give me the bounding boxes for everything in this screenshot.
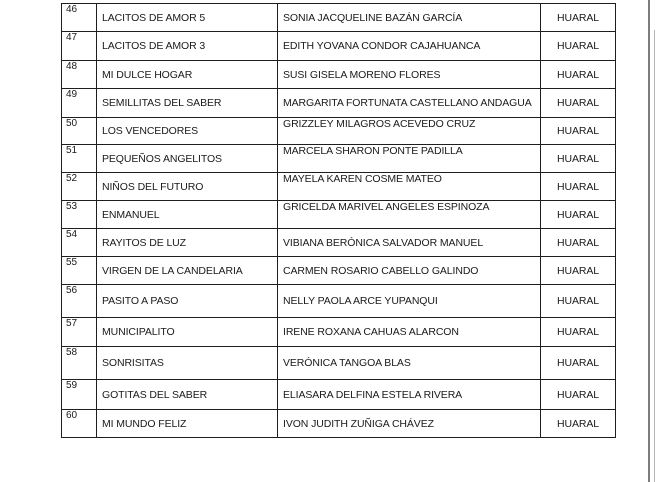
teacher-name-cell: IRENE ROXANA CAHUAS ALARCON — [278, 318, 541, 347]
district-cell: HUARAL — [541, 285, 616, 318]
institution-name-cell: LACITOS DE AMOR 5 — [97, 4, 278, 32]
district-cell: HUARAL — [541, 4, 616, 32]
row-number-cell: 54 — [62, 229, 97, 257]
row-number-cell: 49 — [62, 89, 97, 118]
institution-name-cell: SONRISITAS — [97, 347, 278, 380]
teacher-name-cell: IVON JUDITH ZUÑIGA CHÁVEZ — [278, 410, 541, 438]
row-number-cell: 57 — [62, 318, 97, 347]
row-number-cell: 55 — [62, 257, 97, 285]
table-row — [62, 173, 616, 201]
row-number-cell: 52 — [62, 173, 97, 201]
table-row — [62, 201, 616, 229]
teacher-name-cell: SONIA JACQUELINE BAZÁN GARCÍA — [278, 4, 541, 32]
row-number-cell: 50 — [62, 118, 97, 145]
district-cell: HUARAL — [541, 32, 616, 61]
table-row — [62, 89, 616, 118]
teacher-name-cell: SUSI GISELA MORENO FLORES — [278, 61, 541, 89]
row-number-cell: 56 — [62, 285, 97, 318]
row-number-cell: 60 — [62, 410, 97, 438]
page-edge-shadow — [654, 30, 655, 482]
district-cell: HUARAL — [541, 89, 616, 118]
institution-name-cell: GOTITAS DEL SABER — [97, 380, 278, 410]
district-cell: HUARAL — [541, 380, 616, 410]
table-row — [62, 380, 616, 410]
district-cell: HUARAL — [541, 61, 616, 89]
institution-name-cell: RAYITOS DE LUZ — [97, 229, 278, 257]
institution-name-cell: VIRGEN DE LA CANDELARIA — [97, 257, 278, 285]
institution-name-cell: PEQUEÑOS ANGELITOS — [97, 145, 278, 173]
row-number-cell: 58 — [62, 347, 97, 380]
district-cell: HUARAL — [541, 173, 616, 201]
table-row — [62, 145, 616, 173]
teacher-name-cell: VIBIANA BERÓNICA SALVADOR MANUEL — [278, 229, 541, 257]
district-cell: HUARAL — [541, 145, 616, 173]
institution-name-cell: LACITOS DE AMOR 3 — [97, 32, 278, 61]
district-cell: HUARAL — [541, 257, 616, 285]
institution-name-cell: ENMANUEL — [97, 201, 278, 229]
table-row — [62, 61, 616, 89]
institution-name-cell: SEMILLITAS DEL SABER — [97, 89, 278, 118]
district-cell: HUARAL — [541, 118, 616, 145]
district-cell: HUARAL — [541, 318, 616, 347]
institution-name-cell: LOS VENCEDORES — [97, 118, 278, 145]
institution-name-cell: PASITO A PASO — [97, 285, 278, 318]
district-cell: HUARAL — [541, 201, 616, 229]
row-number-cell: 59 — [62, 380, 97, 410]
table-row — [62, 257, 616, 285]
row-number-cell: 47 — [62, 32, 97, 61]
table-row — [62, 229, 616, 257]
teacher-name-cell: ELIASARA DELFINA ESTELA RIVERA — [278, 380, 541, 410]
row-number-cell: 46 — [62, 4, 97, 32]
teacher-name-cell: GRIZZLEY MILAGROS ACEVEDO CRUZ — [278, 118, 541, 145]
teacher-name-cell: MARGARITA FORTUNATA CASTELLANO ANDAGUA — [278, 89, 541, 118]
teacher-name-cell: NELLY PAOLA ARCE YUPANQUI — [278, 285, 541, 318]
district-cell: HUARAL — [541, 229, 616, 257]
roster-table-body — [62, 4, 616, 438]
table-row — [62, 347, 616, 380]
row-number-cell: 48 — [62, 61, 97, 89]
table-row — [62, 410, 616, 438]
institution-name-cell: MUNICIPALITO — [97, 318, 278, 347]
teacher-name-cell: MARCELA SHARON PONTE PADILLA — [278, 145, 541, 173]
page-edge-line — [648, 0, 650, 482]
teacher-name-cell: MAYELA KAREN COSME MATEO — [278, 173, 541, 201]
roster-table — [61, 3, 616, 438]
table-row — [62, 4, 616, 32]
teacher-name-cell: VERÓNICA TANGOA BLAS — [278, 347, 541, 380]
district-cell: HUARAL — [541, 347, 616, 380]
institution-name-cell: MI DULCE HOGAR — [97, 61, 278, 89]
teacher-name-cell: CARMEN ROSARIO CABELLO GALINDO — [278, 257, 541, 285]
district-cell: HUARAL — [541, 410, 616, 438]
institution-name-cell: NIÑOS DEL FUTURO — [97, 173, 278, 201]
institution-name-cell: MI MUNDO FELIZ — [97, 410, 278, 438]
row-number-cell: 51 — [62, 145, 97, 173]
table-row — [62, 118, 616, 145]
teacher-name-cell: GRICELDA MARIVEL ANGELES ESPINOZA — [278, 201, 541, 229]
table-row — [62, 318, 616, 347]
table-row — [62, 285, 616, 318]
row-number-cell: 53 — [62, 201, 97, 229]
teacher-name-cell: EDITH YOVANA CONDOR CAJAHUANCA — [278, 32, 541, 61]
table-row — [62, 32, 616, 61]
